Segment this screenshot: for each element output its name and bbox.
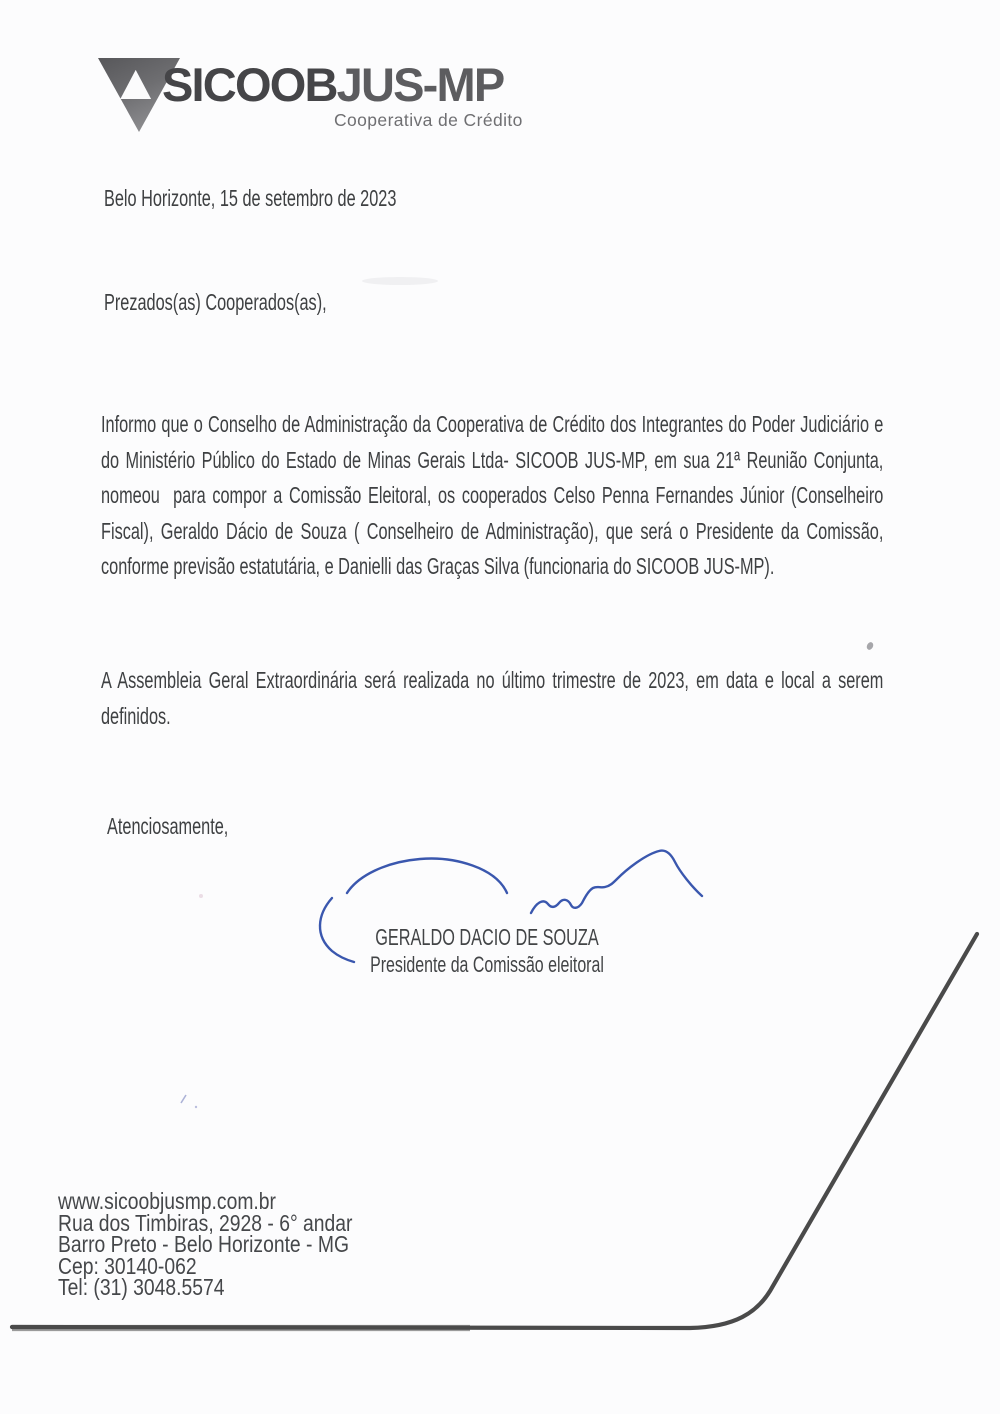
footer-cep: Cep: 30140-062 <box>58 1252 197 1279</box>
signer-name: GERALDO DACIO DE SOUZA <box>375 924 599 950</box>
footer-address-city: Barro Preto - Belo Horizonte - MG <box>58 1231 349 1258</box>
footer-website: www.sicoobjusmp.com.br <box>58 1188 276 1214</box>
body-paragraph-1: Informo que o Conselho de Administração da Cooperativa de Crédito dos Integrantes do Poder Judiciário e do Ministério Público do Estado de Minas Gerais Ltda- SICOOB JUS-MP, em sua 21ª Reunião Conjunta, nomeou para compor a Comissão Eleitoral, os cooperados Celso Penna Fernandes Júnior (Conselheiro Fiscal), Geraldo Dácio de Souza ( Conselheiro de Administração), que será o Presidente da Comissão, conforme previsão estatutária, e Danielli das Graças Silva (funcionaria do SICOOB JUS-MP). <box>101 411 888 579</box>
closing-line: Atenciosamente, <box>107 813 229 839</box>
signature-top-arc <box>347 859 507 893</box>
footer-address-street: Rua dos Timbiras, 2928 - 6° andar <box>58 1209 353 1236</box>
signer-role: Presidente da Comissão eleitoral <box>370 952 604 977</box>
date-line: Belo Horizonte, 15 de setembro de 2023 <box>104 185 397 211</box>
logo-brand-text: SICOOB <box>162 58 337 111</box>
signature-handwriting <box>320 851 702 962</box>
signature-squiggle <box>531 851 702 913</box>
signature-left-paren <box>320 898 354 962</box>
salutation: Prezados(as) Cooperados(as), <box>104 289 327 315</box>
footer-phone: Tel: (31) 3048.5574 <box>58 1274 225 1301</box>
scan-specks <box>181 277 875 1108</box>
body-paragraph-2: A Assembleia Geral Extraordinária será realizada no último trimestre de 2023, em data e local a serem definidos. <box>101 667 888 729</box>
logo-suffix-text: JUS-MP <box>336 58 504 111</box>
logo-tagline: Cooperativa de Crédito <box>334 110 523 130</box>
scan-edge-path <box>12 934 977 1328</box>
scan-edge-artifact <box>12 934 977 1328</box>
